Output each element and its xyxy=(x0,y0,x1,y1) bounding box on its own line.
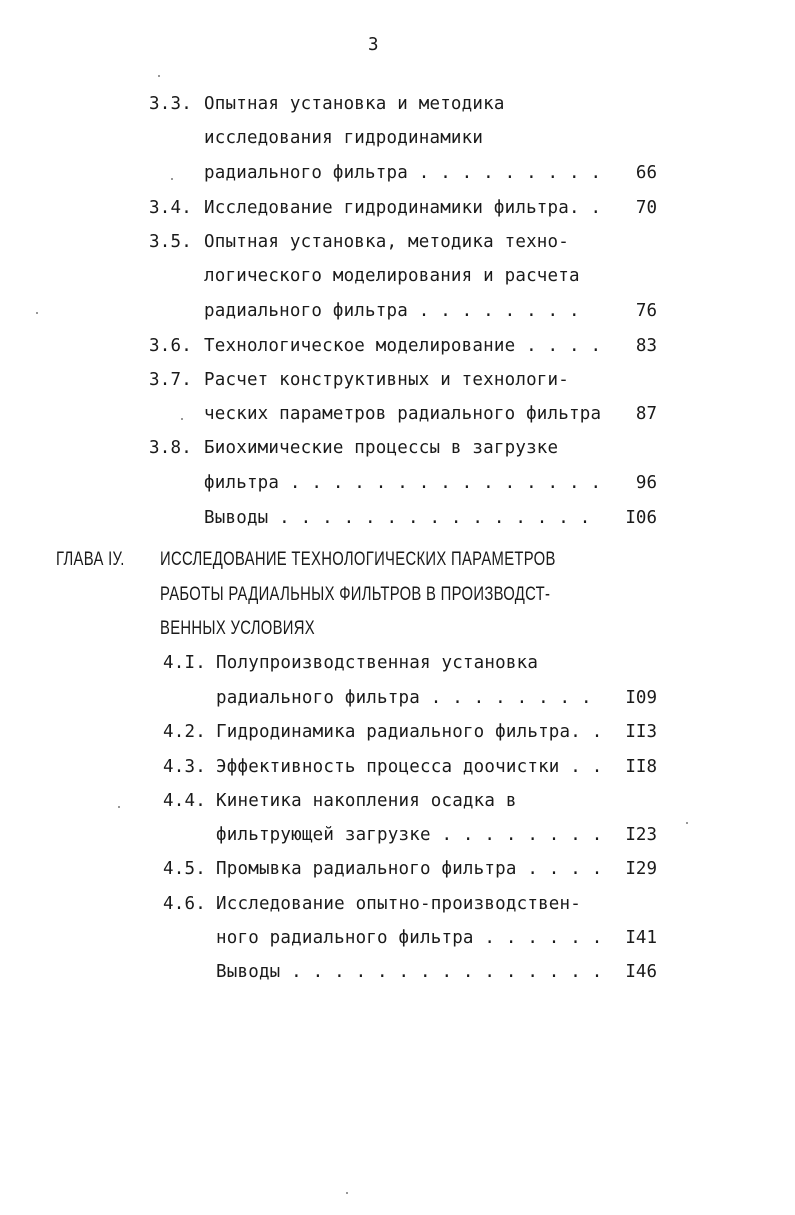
entry-number: 4.2. xyxy=(163,722,206,742)
entry-title-line: логического моделирования и расчета xyxy=(204,266,580,286)
entry-number: 4.3. xyxy=(163,757,206,777)
entry-page: 83 xyxy=(635,336,657,356)
entry-title-line: Исследование опытно-производствен- xyxy=(216,894,582,914)
entry-title-line: Опытная установка, методика техно- xyxy=(204,232,570,252)
entry-title-line: Гидродинамика радиального фильтра. . xyxy=(216,722,603,742)
entry-number: 4.5. xyxy=(163,859,206,879)
entry-title-line: Расчет конструктивных и технологи- xyxy=(204,370,570,390)
chapter-title-line: РАБОТЫ РАДИАЛЬНЫХ ФИЛЬТРОВ В ПРОИЗВОДСТ- xyxy=(160,584,551,605)
entry-page: I41 xyxy=(625,928,657,948)
chapter-title-line: ИССЛЕДОВАНИЕ ТЕХНОЛОГИЧЕСКИХ ПАРАМЕТРОВ xyxy=(160,549,556,570)
scan-speck xyxy=(118,806,120,808)
entry-page: 76 xyxy=(635,301,657,321)
entry-page: 96 xyxy=(635,473,657,493)
entry-title-line: исследования гидродинамики xyxy=(204,128,484,148)
entry-title-line: Промывка радиального фильтра . . . . xyxy=(216,859,603,879)
scan-speck xyxy=(158,75,160,77)
entry-page: I09 xyxy=(625,688,657,708)
scan-speck xyxy=(36,312,38,314)
entry-page: I46 xyxy=(625,962,657,982)
entry-title-line: Кинетика накопления осадка в xyxy=(216,791,517,811)
page-number: 3 xyxy=(368,35,379,55)
entry-title-line: Выводы . . . . . . . . . . . . . . . xyxy=(204,508,591,528)
entry-title-line: Исследование гидродинамики фильтра. . xyxy=(204,198,602,218)
scan-speck xyxy=(686,822,688,824)
entry-number: 3.4. xyxy=(149,198,192,218)
entry-page: II3 xyxy=(625,722,657,742)
entry-title-line: Эффективность процесса доочистки . . xyxy=(216,757,603,777)
entry-title-line: ческих параметров радиального фильтра xyxy=(204,404,602,424)
entry-number: 3.3. xyxy=(149,94,192,114)
entry-page: II8 xyxy=(625,757,657,777)
entry-title-line: Выводы . . . . . . . . . . . . . . . xyxy=(216,962,603,982)
entry-page: 70 xyxy=(635,198,657,218)
entry-number: 3.7. xyxy=(149,370,192,390)
entry-number: 4.4. xyxy=(163,791,206,811)
entry-title-line: ного радиального фильтра . . . . . . xyxy=(216,928,603,948)
entry-title-line: фильтра . . . . . . . . . . . . . . . xyxy=(204,473,602,493)
entry-number: 4.I. xyxy=(163,653,206,673)
entry-page: 87 xyxy=(635,404,657,424)
entry-number: 3.5. xyxy=(149,232,192,252)
entry-page: I23 xyxy=(625,825,657,845)
scan-speck xyxy=(181,418,183,420)
entry-title-line: Биохимические процессы в загрузке xyxy=(204,438,559,458)
scan-speck xyxy=(171,178,173,180)
entry-page: 66 xyxy=(635,163,657,183)
entry-title-line: радиального фильтра . . . . . . . . xyxy=(204,301,580,321)
entry-title-line: радиального фильтра . . . . . . . . xyxy=(216,688,592,708)
entry-number: 3.6. xyxy=(149,336,192,356)
chapter-title-line: ВЕННЫХ УСЛОВИЯХ xyxy=(160,618,315,639)
entry-title-line: фильтрующей загрузке . . . . . . . . xyxy=(216,825,603,845)
chapter-label: ГЛАВА IУ. xyxy=(56,549,125,570)
entry-page: I29 xyxy=(625,859,657,879)
entry-number: 3.8. xyxy=(149,438,192,458)
scan-speck xyxy=(346,1192,348,1194)
entry-title-line: Опытная установка и методика xyxy=(204,94,505,114)
entry-title-line: Полупроизводственная установка xyxy=(216,653,539,673)
entry-number: 4.6. xyxy=(163,894,206,914)
entry-title-line: Технологическое моделирование . . . . xyxy=(204,336,602,356)
entry-page: I06 xyxy=(625,508,657,528)
entry-title-line: радиального фильтра . . . . . . . . . xyxy=(204,163,602,183)
